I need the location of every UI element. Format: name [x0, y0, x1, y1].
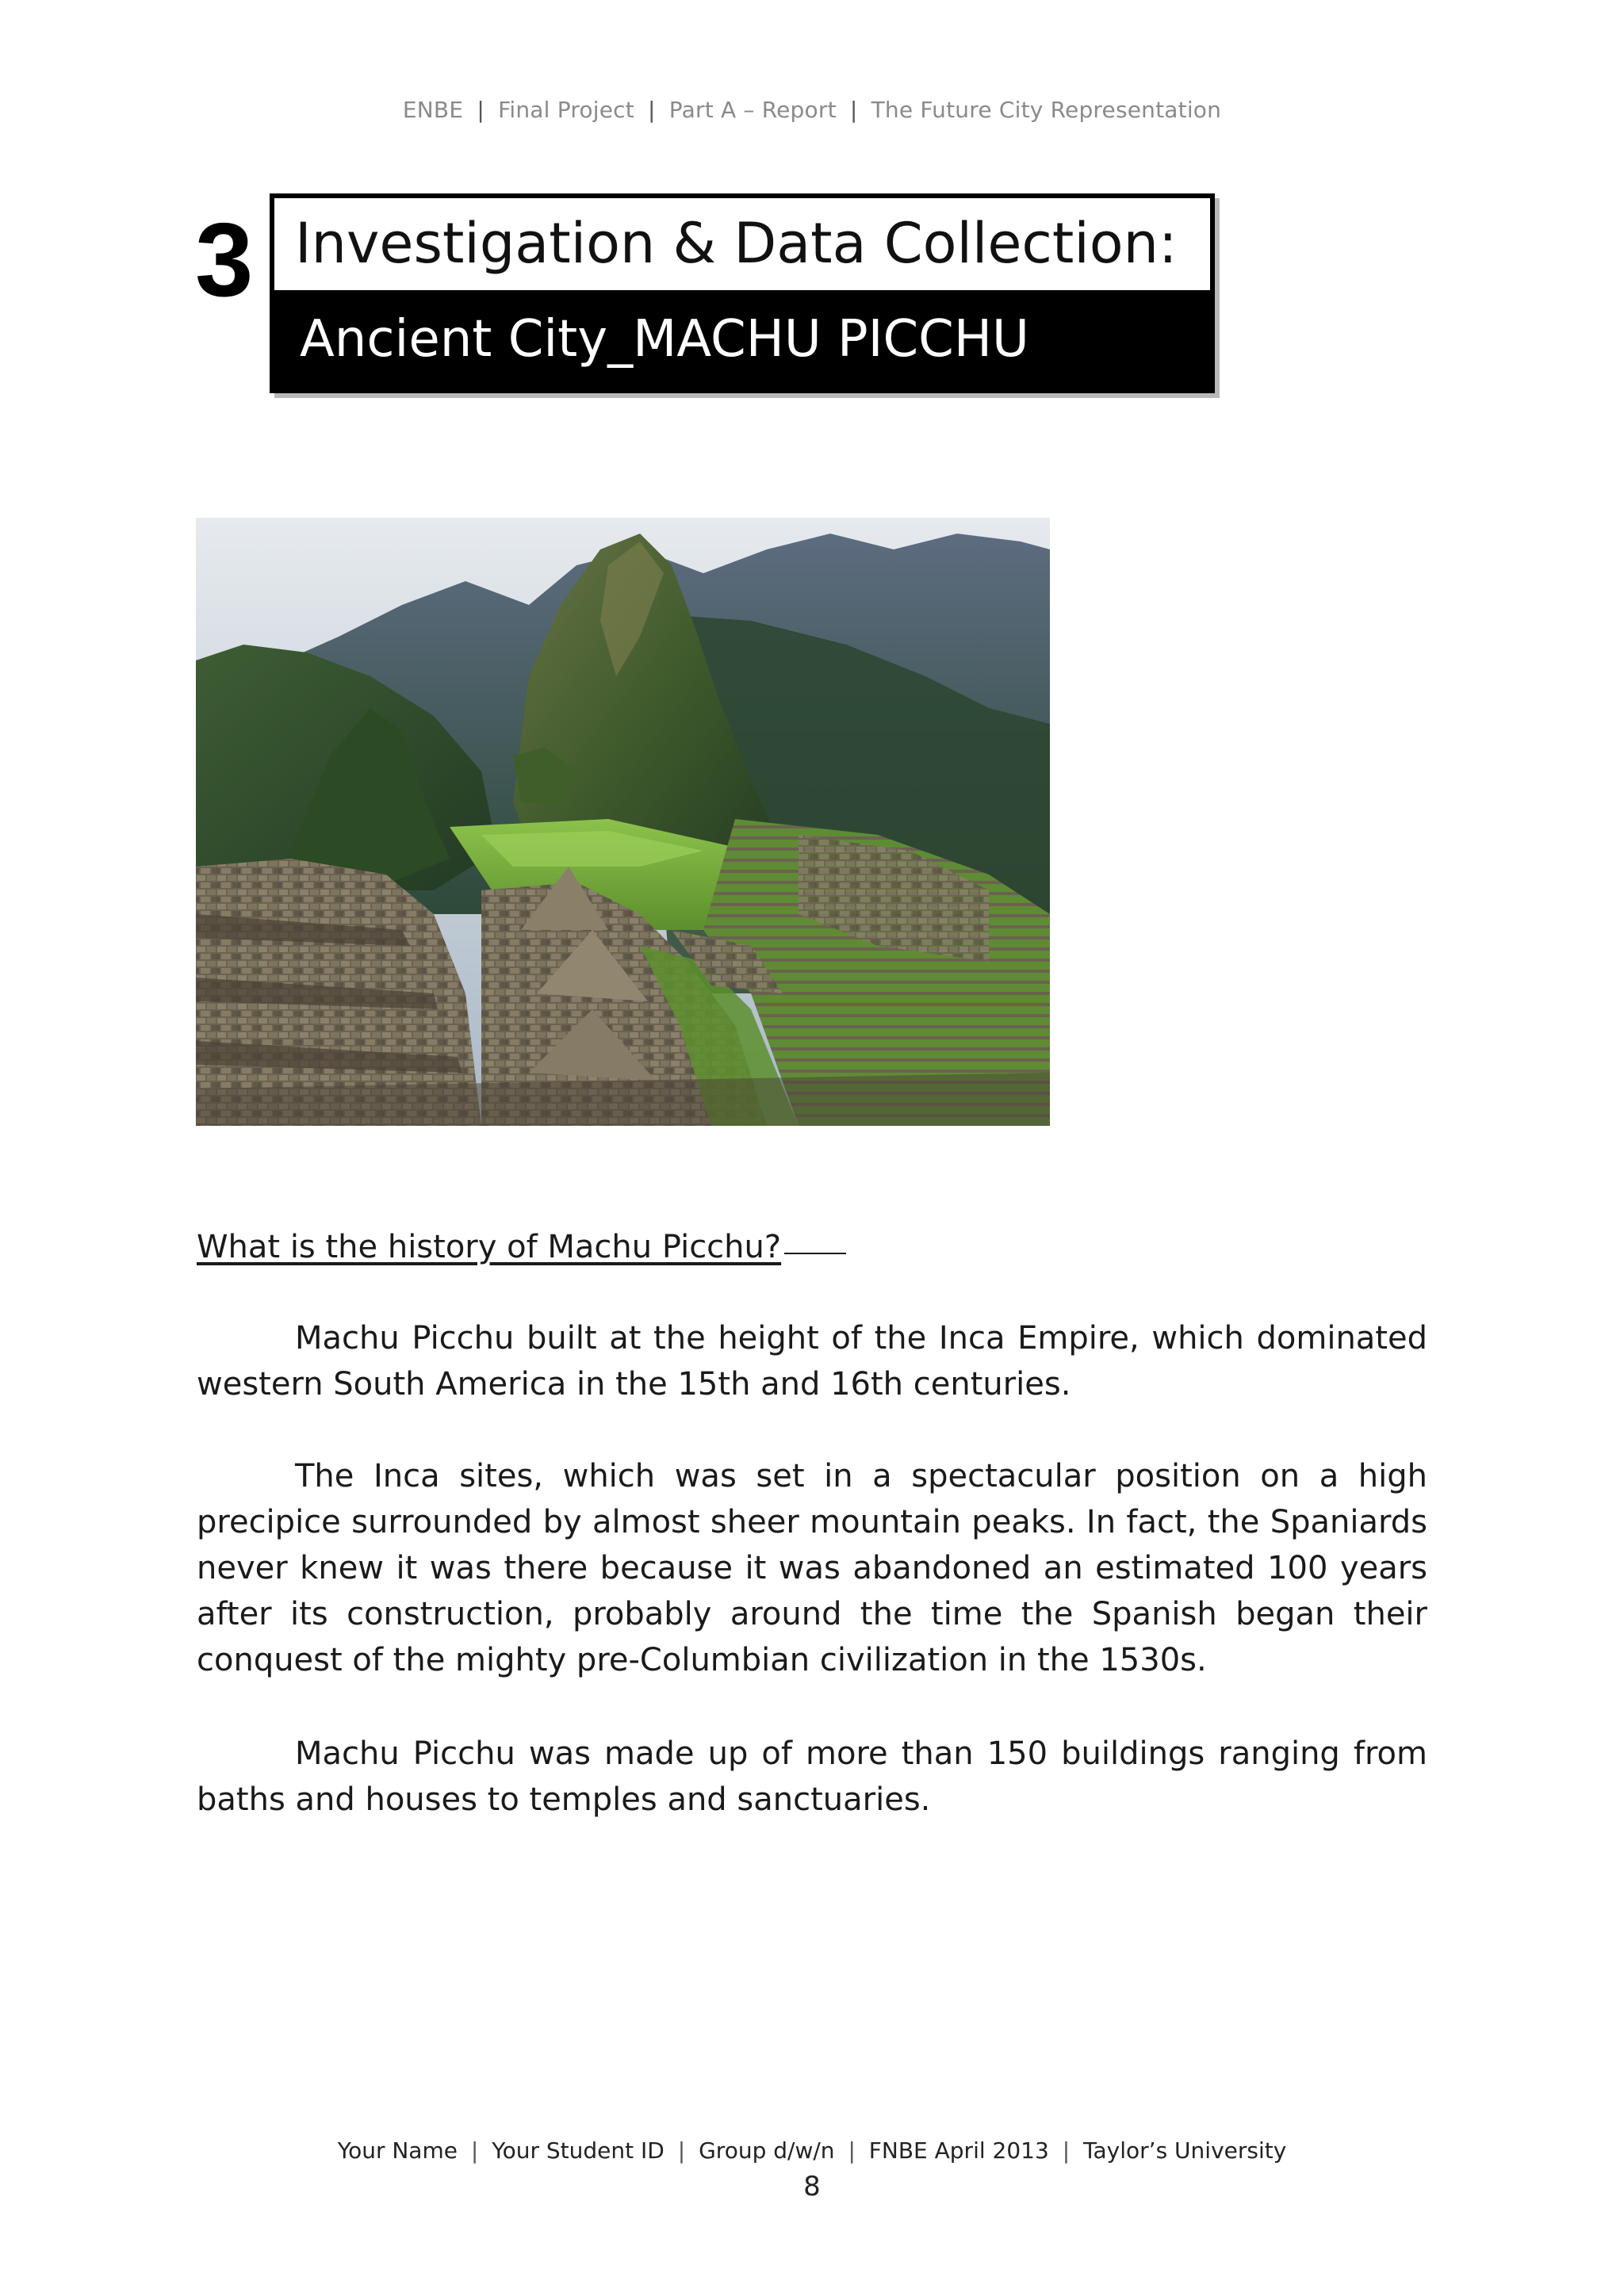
chapter-title: Investigation & Data Collection:	[295, 211, 1178, 276]
footer-university: Taylor’s University	[1083, 2137, 1287, 2164]
paragraph-1: Machu Picchu built at the height of the Inca Empire, which dominated western South America in the 15th and 16th centuries.	[197, 1320, 1427, 1402]
page-number: 8	[803, 2171, 821, 2202]
footer-group: Group d/w/n	[699, 2137, 835, 2164]
running-header	[0, 97, 1624, 123]
section-question-text: What is the history of Machu Picchu?	[197, 1229, 782, 1265]
chapter-subtitle-band	[273, 290, 1212, 393]
footer-separator: |	[470, 2137, 479, 2164]
chapter-number: 3	[195, 201, 254, 318]
question-underline	[784, 1253, 846, 1254]
footer-separator: |	[1062, 2137, 1071, 2164]
running-footer	[0, 2137, 1624, 2164]
footer-intake: FNBE April 2013	[868, 2137, 1049, 2164]
header-separator: |	[477, 97, 485, 123]
header-course: ENBE	[402, 97, 464, 123]
chapter-subtitle: Ancient City_MACHU PICCHU	[300, 310, 1029, 369]
machu-picchu-photo	[196, 518, 1050, 1126]
chapter-title-box	[270, 193, 1215, 393]
section-question	[197, 1229, 846, 1265]
footer-name: Your Name	[337, 2137, 458, 2164]
footer-separator: |	[677, 2137, 686, 2164]
header-part: Part A – Report	[668, 97, 837, 123]
header-separator: |	[849, 97, 858, 123]
header-project: Final Project	[498, 97, 634, 123]
paragraph-3: Machu Picchu was made up of more than 150 buildings ranging from baths and houses to temples and sanctuaries.	[197, 1735, 1427, 1818]
footer-student-id: Your Student ID	[492, 2137, 665, 2164]
header-topic: The Future City Representation	[871, 97, 1222, 123]
paragraph-2: The Inca sites, which was set in a spectacular position on a high precipice surrounded by almost sheer mountain peaks. In fact, the Spaniards never knew it was there because it was abandoned an estimated 100 years after its construction, probably around the time the Spanish began their conquest of the mighty pre-Columbian civilization in the 1530s.	[197, 1458, 1427, 1678]
header-separator: |	[648, 97, 656, 123]
footer-separator: |	[848, 2137, 856, 2164]
